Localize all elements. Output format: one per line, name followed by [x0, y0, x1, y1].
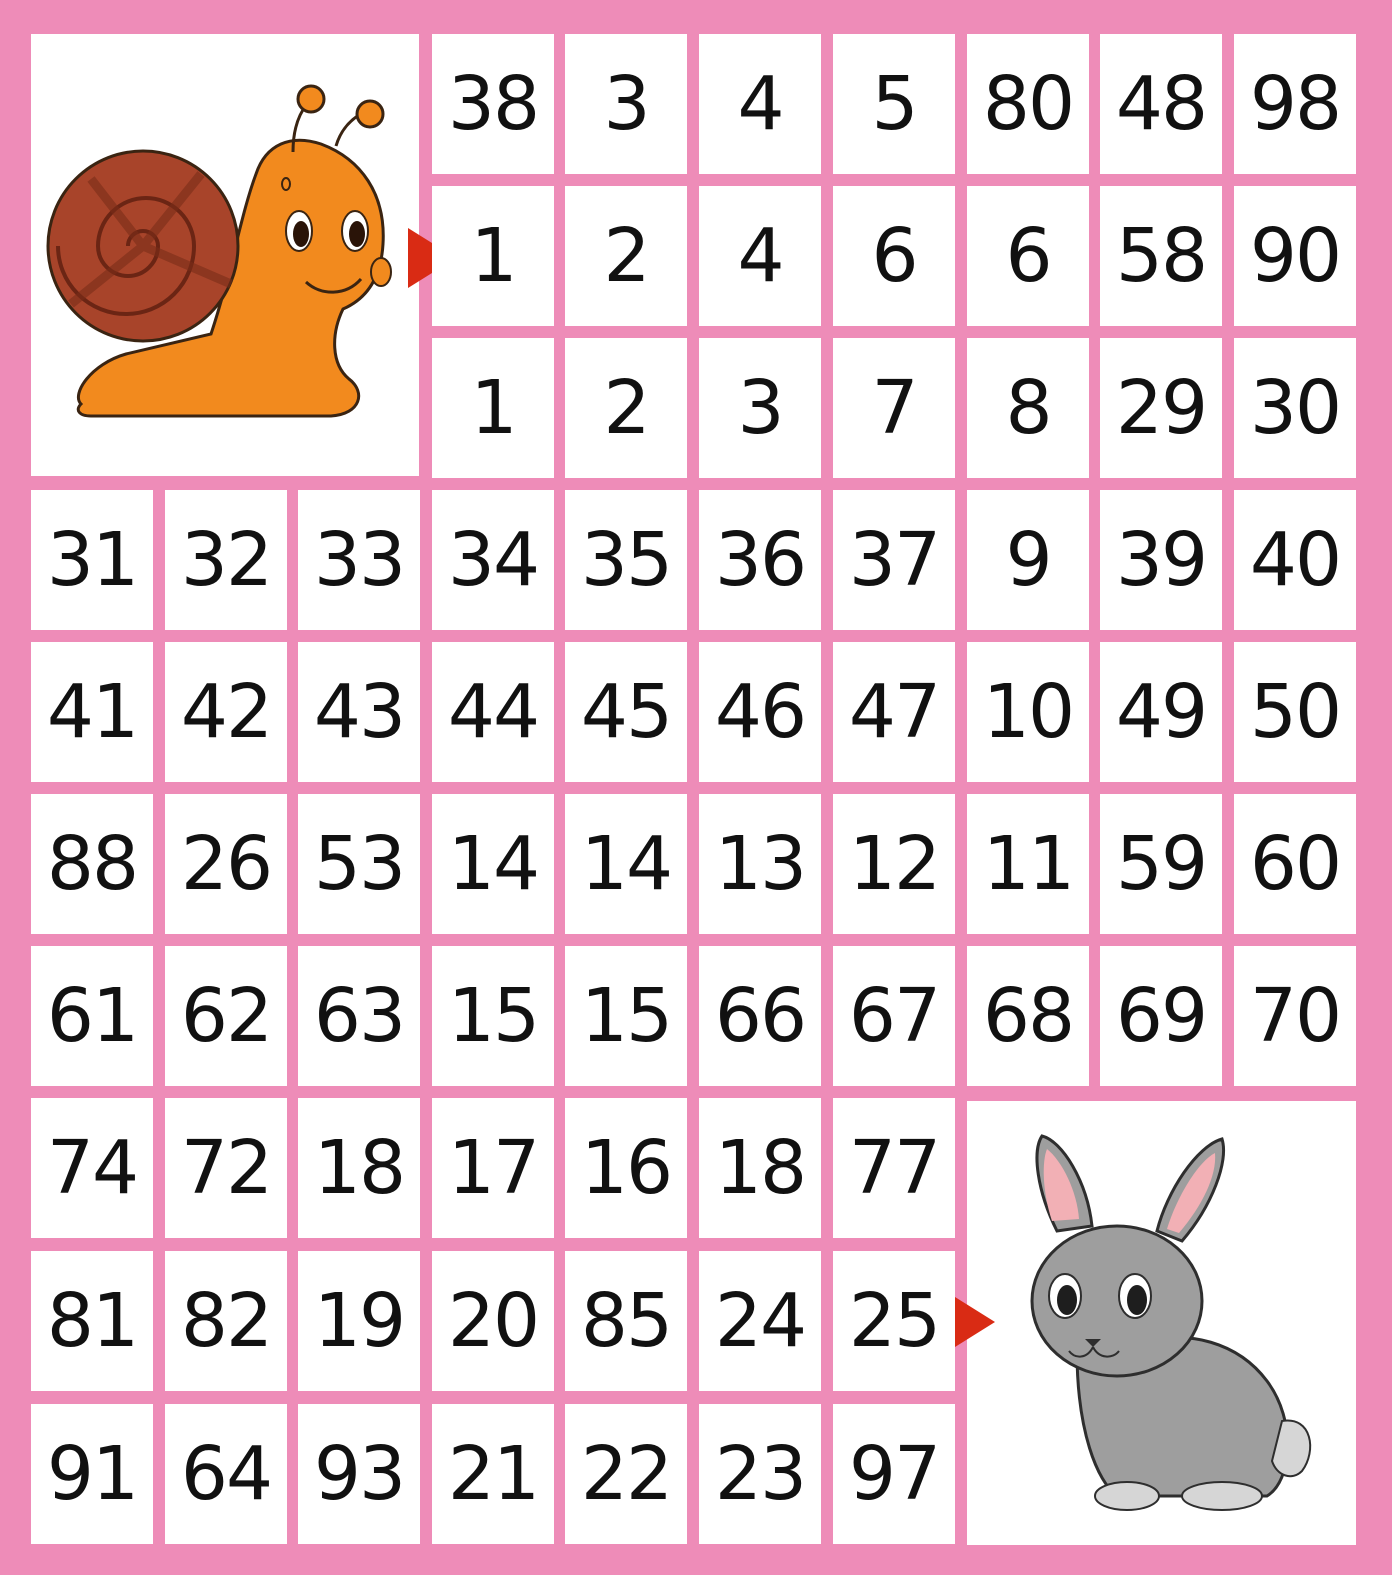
maze-cell[interactable]: 46 [699, 642, 821, 782]
maze-cell[interactable]: 13 [699, 794, 821, 934]
maze-cell[interactable]: 8 [967, 338, 1089, 478]
maze-cell[interactable]: 60 [1234, 794, 1356, 934]
maze-cell[interactable]: 59 [1100, 794, 1222, 934]
maze-cell[interactable]: 38 [432, 34, 554, 174]
snail-icon [31, 34, 419, 476]
maze-cell[interactable]: 21 [432, 1404, 554, 1544]
maze-cell[interactable]: 82 [165, 1251, 287, 1391]
maze-cell[interactable]: 39 [1100, 490, 1222, 630]
maze-cell[interactable]: 68 [967, 946, 1089, 1086]
maze-cell[interactable]: 20 [432, 1251, 554, 1391]
maze-cell[interactable]: 53 [298, 794, 420, 934]
maze-cell[interactable]: 2 [565, 186, 687, 326]
maze-cell[interactable]: 1 [432, 186, 554, 326]
maze-cell[interactable]: 11 [967, 794, 1089, 934]
maze-cell[interactable]: 88 [31, 794, 153, 934]
maze-cell[interactable]: 10 [967, 642, 1089, 782]
maze-cell[interactable]: 3 [565, 34, 687, 174]
maze-cell[interactable]: 14 [432, 794, 554, 934]
maze-cell[interactable]: 16 [565, 1098, 687, 1238]
start-panel [31, 34, 419, 476]
maze-cell[interactable]: 62 [165, 946, 287, 1086]
maze-cell[interactable]: 4 [699, 186, 821, 326]
maze-cell[interactable]: 40 [1234, 490, 1356, 630]
maze-cell[interactable]: 17 [432, 1098, 554, 1238]
maze-cell[interactable]: 1 [432, 338, 554, 478]
maze-cell[interactable]: 64 [165, 1404, 287, 1544]
maze-cell[interactable]: 50 [1234, 642, 1356, 782]
maze-cell[interactable]: 31 [31, 490, 153, 630]
maze-cell[interactable]: 98 [1234, 34, 1356, 174]
maze-cell[interactable]: 12 [833, 794, 955, 934]
maze-cell[interactable]: 61 [31, 946, 153, 1086]
maze-cell[interactable]: 70 [1234, 946, 1356, 1086]
maze-cell[interactable]: 14 [565, 794, 687, 934]
maze-cell[interactable]: 67 [833, 946, 955, 1086]
maze-cell[interactable]: 43 [298, 642, 420, 782]
maze-cell[interactable]: 93 [298, 1404, 420, 1544]
maze-cell[interactable]: 15 [432, 946, 554, 1086]
maze-cell[interactable]: 77 [833, 1098, 955, 1238]
maze-cell[interactable]: 63 [298, 946, 420, 1086]
maze-cell[interactable]: 41 [31, 642, 153, 782]
maze-cell[interactable]: 25 [833, 1251, 955, 1391]
finish-panel [967, 1101, 1356, 1545]
maze-cell[interactable]: 42 [165, 642, 287, 782]
maze-cell[interactable]: 5 [833, 34, 955, 174]
maze-cell[interactable]: 9 [967, 490, 1089, 630]
maze-cell[interactable]: 45 [565, 642, 687, 782]
maze-cell[interactable]: 85 [565, 1251, 687, 1391]
maze-cell[interactable]: 49 [1100, 642, 1222, 782]
maze-cell[interactable]: 48 [1100, 34, 1222, 174]
maze-cell[interactable]: 6 [967, 186, 1089, 326]
maze-cell[interactable]: 81 [31, 1251, 153, 1391]
maze-cell[interactable]: 26 [165, 794, 287, 934]
maze-cell[interactable]: 44 [432, 642, 554, 782]
maze-cell[interactable]: 33 [298, 490, 420, 630]
maze-cell[interactable]: 47 [833, 642, 955, 782]
maze-cell[interactable]: 80 [967, 34, 1089, 174]
maze-cell[interactable]: 91 [31, 1404, 153, 1544]
maze-cell[interactable]: 90 [1234, 186, 1356, 326]
maze-cell[interactable]: 74 [31, 1098, 153, 1238]
bunny-icon [967, 1101, 1356, 1545]
maze-cell[interactable]: 72 [165, 1098, 287, 1238]
maze-cell[interactable]: 34 [432, 490, 554, 630]
maze-cell[interactable]: 36 [699, 490, 821, 630]
maze-cell[interactable]: 97 [833, 1404, 955, 1544]
maze-cell[interactable]: 69 [1100, 946, 1222, 1086]
maze-cell[interactable]: 7 [833, 338, 955, 478]
maze-cell[interactable]: 3 [699, 338, 821, 478]
maze-cell[interactable]: 23 [699, 1404, 821, 1544]
maze-cell[interactable]: 58 [1100, 186, 1222, 326]
maze-cell[interactable]: 66 [699, 946, 821, 1086]
maze-cell[interactable]: 22 [565, 1404, 687, 1544]
maze-cell[interactable]: 18 [298, 1098, 420, 1238]
maze-cell[interactable]: 30 [1234, 338, 1356, 478]
maze-cell[interactable]: 37 [833, 490, 955, 630]
maze-cell[interactable]: 6 [833, 186, 955, 326]
maze-cell[interactable]: 24 [699, 1251, 821, 1391]
maze-cell[interactable]: 32 [165, 490, 287, 630]
maze-cell[interactable]: 4 [699, 34, 821, 174]
maze-cell[interactable]: 18 [699, 1098, 821, 1238]
maze-cell[interactable]: 2 [565, 338, 687, 478]
maze-cell[interactable]: 19 [298, 1251, 420, 1391]
maze-cell[interactable]: 15 [565, 946, 687, 1086]
maze-cell[interactable]: 35 [565, 490, 687, 630]
maze-cell[interactable]: 29 [1100, 338, 1222, 478]
